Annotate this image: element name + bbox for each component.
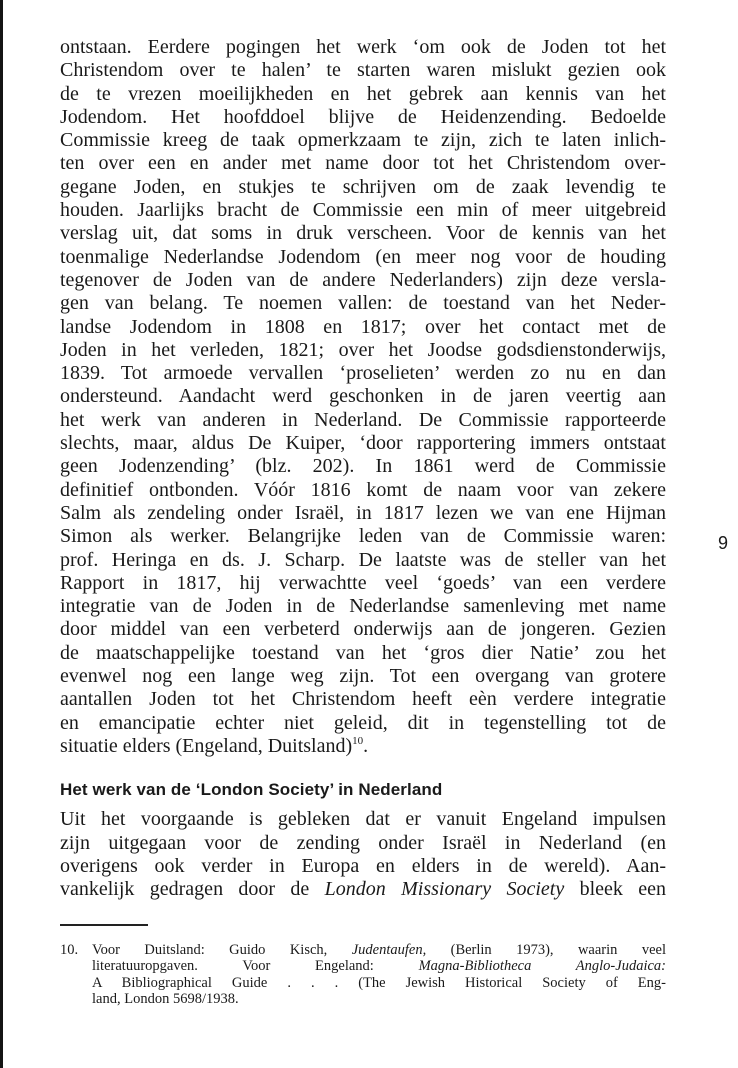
main-paragraph-line: definitief ontbonden. Vóór 1816 komt de naam voor van zekere bbox=[60, 478, 666, 501]
footnote-line-1 bbox=[92, 942, 666, 959]
footnote-separator bbox=[60, 924, 148, 925]
main-paragraph-line: Jodendom. Het hoofddoel blijve de Heidenzending. Bedoelde bbox=[60, 105, 666, 128]
fn1-pre: Voor Duitsland: Guido Kisch, bbox=[92, 941, 352, 958]
main-paragraph-line: Joden in het verleden, 1821; over het Joodse godsdienstonderwijs, bbox=[60, 338, 666, 361]
second-paragraph-last-line bbox=[60, 878, 666, 901]
fn2-pre: literatuuropgaven. Voor Engeland: bbox=[92, 958, 419, 975]
main-paragraph-line: landse Jodendom in 1808 en 1817; over het contact met de bbox=[60, 315, 666, 338]
main-paragraph-line: het werk van anderen in Nederland. De Commissie rapporteerde bbox=[60, 408, 666, 431]
footnote-line-2 bbox=[92, 958, 666, 975]
main-paragraph-line: integratie van de Joden in de Nederlandse samenleving met name bbox=[60, 595, 666, 618]
main-paragraph-last-line bbox=[60, 735, 666, 758]
footnote-line-4: land, London 5698/1938. bbox=[92, 991, 239, 1008]
main-paragraph-line: en emancipatie echter niet geleid, dit in tegenstelling tot de bbox=[60, 711, 666, 734]
fn2-italic: Magna-Bibliotheca Anglo-Judaica: bbox=[418, 958, 666, 975]
main-paragraph-line: gen van belang. Te noemen vallen: de toestand van het Neder- bbox=[60, 292, 666, 315]
main-paragraph-line: ontstaan. Eerdere pogingen het werk ‘om ook de Joden tot het bbox=[60, 36, 666, 58]
main-paragraph-line: de maatschappelijke toestand van het ‘gros dier Natie’ zou het bbox=[60, 641, 666, 664]
main-paragraph-line: verslag uit, dat soms in druk verscheen. Voor de kennis van het bbox=[60, 222, 666, 245]
footnote-reference: 10 bbox=[352, 734, 364, 747]
main-paragraph-line: evenwel nog een lange weg zijn. Tot een overgang van grotere bbox=[60, 665, 666, 688]
main-paragraph-line: de te vrezen moeilijkheden en het gebrek aan kennis van het bbox=[60, 82, 666, 105]
book-page bbox=[60, 36, 666, 1008]
main-paragraph-line: Rapport in 1817, hij verwachtte veel ‘goeds’ van een verdere bbox=[60, 571, 666, 594]
footnote bbox=[60, 942, 666, 1008]
main-paragraph-line: ten over een en ander met name door tot het Christendom over- bbox=[60, 152, 666, 175]
main-paragraph-line: prof. Heringa en ds. J. Scharp. De laatste was de steller van het bbox=[60, 548, 666, 571]
second-paragraph bbox=[60, 808, 666, 878]
footnote-line-3: A Bibliographical Guide . . . (The Jewish Historical Society of Eng- bbox=[92, 974, 666, 991]
page-binding-edge bbox=[0, 0, 3, 1068]
main-paragraph-line: Simon als werker. Belangrijke leden van de Commissie waren: bbox=[60, 525, 666, 548]
last-line-period: . bbox=[363, 734, 369, 757]
main-paragraph-line: ondersteund. Aandacht werd geschonken in de jaren veertig aan bbox=[60, 385, 666, 408]
second-paragraph-line: Uit het voorgaande is gebleken dat er vanuit Engeland impulsen bbox=[60, 808, 666, 831]
main-paragraph-line: slechts, maar, aldus De Kuiper, ‘door rapportering immers ontstaat bbox=[60, 432, 666, 455]
second-paragraph-line: zijn uitgegaan voor de zending onder Israël in Nederland (en bbox=[60, 831, 666, 854]
main-paragraph-line: Salm als zendeling onder Israël, in 1817 lezen we van ene Hijman bbox=[60, 501, 666, 524]
book-title-italic: London Missionary Society bbox=[324, 878, 565, 901]
main-paragraph bbox=[60, 36, 666, 735]
fn1-italic: Judentaufen, bbox=[351, 941, 427, 958]
main-paragraph-line: toenmalige Nederlandse Jodendom (en meer nog voor de houding bbox=[60, 245, 666, 268]
last-line-text: situatie elders (Engeland, Duitsland) bbox=[60, 734, 353, 757]
second-last-post: bleek een bbox=[564, 878, 666, 901]
main-paragraph-line: aantallen Joden tot het Christendom heeft eèn verdere integratie bbox=[60, 688, 666, 711]
page-number: 9 bbox=[718, 533, 729, 553]
footnote-number: 10. bbox=[60, 941, 79, 958]
main-paragraph-line: houden. Jaarlijks bracht de Commissie een min of meer uitgebreid bbox=[60, 199, 666, 222]
fn1-post: (Berlin 1973), waarin veel bbox=[426, 941, 666, 958]
main-paragraph-line: Commissie kreeg de taak opmerkzaam te zijn, zich te laten inlich- bbox=[60, 129, 666, 152]
second-last-pre: vankelijk gedragen door de bbox=[60, 878, 325, 901]
main-paragraph-line: gegane Joden, en stukjes te schrijven om de zaak levendig te bbox=[60, 175, 666, 198]
main-paragraph-line: tegenover de Joden van de andere Nederlanders) zijn deze versla- bbox=[60, 268, 666, 291]
main-paragraph-line: geen Jodenzending’ (blz. 202). In 1861 werd de Commissie bbox=[60, 455, 666, 478]
main-paragraph-line: door middel van een verbeterd onderwijs aan de jongeren. Gezien bbox=[60, 618, 666, 641]
section-heading: Het werk van de ‘London Society’ in Nederland bbox=[60, 780, 443, 800]
main-paragraph-line: 1839. Tot armoede vervallen ‘proselieten’ werden zo nu en dan bbox=[60, 362, 666, 385]
main-paragraph-line: Christendom over te halen’ te starten waren mislukt gezien ook bbox=[60, 59, 666, 82]
second-paragraph-line: overigens ook verder in Europa en elders in de wereld). Aan- bbox=[60, 854, 666, 877]
